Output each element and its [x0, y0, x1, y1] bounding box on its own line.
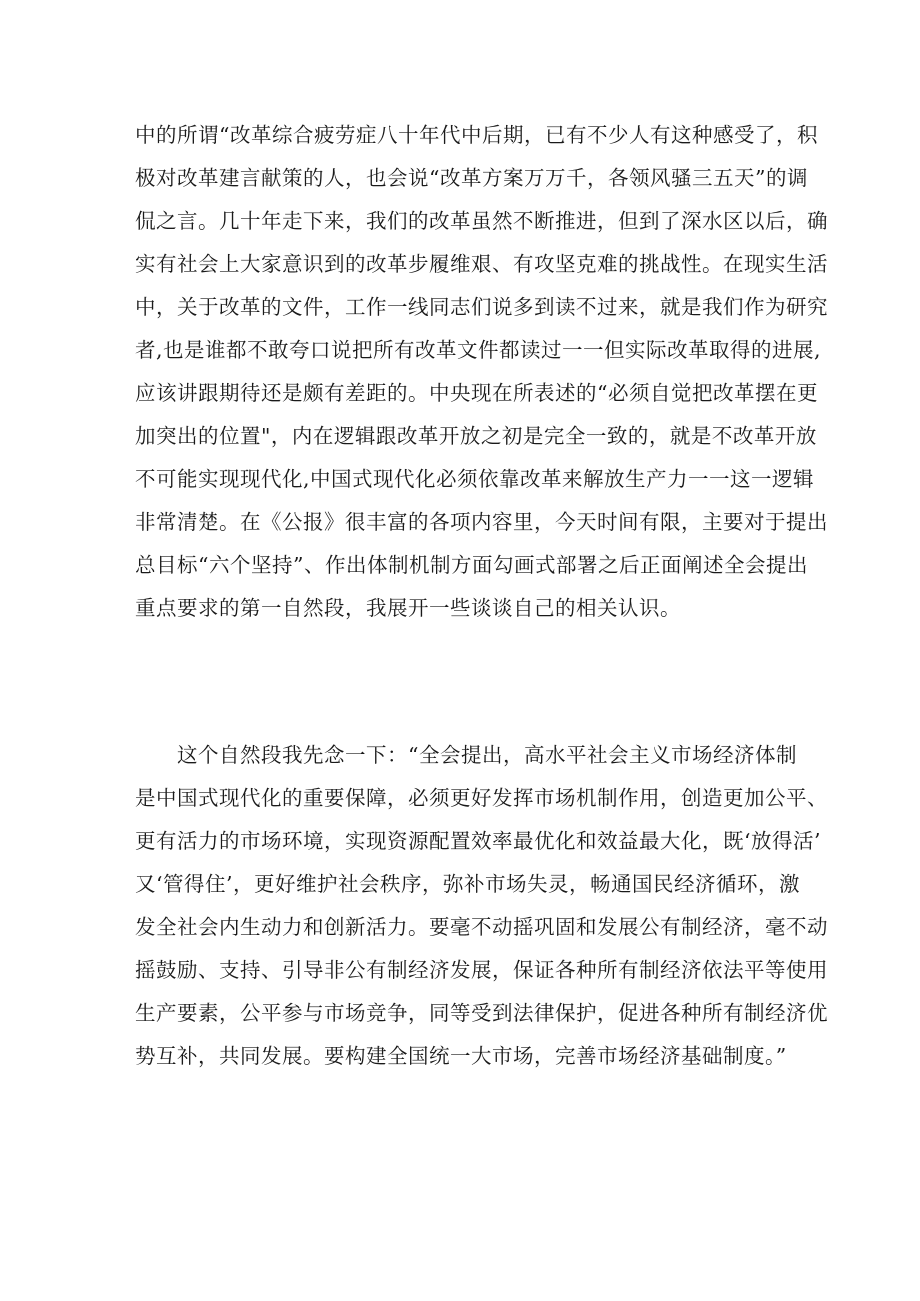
- text-line: 势互补，共同发展。要构建全国统一大市场，完善市场经济基础制度。”: [135, 1044, 787, 1068]
- body-paragraph-2: [135, 734, 828, 1078]
- text-line: 又‘管得住’，更好维护社会秩序，弥补市场失灵，畅通国民经济循环，激: [135, 872, 801, 896]
- text-line: 更有活力的市场环境，实现资源配置效率最优化和效益最大化，既‘放得活’: [135, 829, 822, 853]
- text-line: 极对改革建言献策的人，也会说“改革方案万万千，各领风骚三五天”的调: [135, 166, 808, 190]
- text-line: 中，关于改革的文件，工作一线同志们说多到读不过来，就是我们作为研究: [135, 295, 828, 319]
- text-line: 是中国式现代化的重要保障，必须更好发挥市场机制作用，创造更加公平、: [135, 786, 828, 810]
- body-paragraph-1: [135, 114, 828, 630]
- text-line: 非常清楚。在《公报》很丰富的各项内容里，今天时间有限，主要对于提出: [135, 510, 828, 534]
- text-line: 侃之言。几十年走下来，我们的改革虽然不断推进，但到了深水区以后，确: [135, 209, 828, 233]
- text-line: 摇鼓励、支持、引导非公有制经济发展，保证各种所有制经济依法平等使用: [135, 958, 828, 982]
- text-line: 生产要素，公平参与市场竞争，同等受到法律保护，促进各种所有制经济优: [135, 1001, 828, 1025]
- text-line: 应该讲跟期待还是颇有差距的。中央现在所表述的“必须自觉把改革摆在更: [135, 381, 818, 405]
- text-line: 中的所谓“改革综合疲劳症八十年代中后期，已有不少人有这种感受了，积: [135, 123, 818, 147]
- text-line: 发全社会内生动力和创新活力。要毫不动摇巩固和发展公有制经济，毫不动: [135, 915, 828, 939]
- text-line: 总目标“六个坚持”、作出体制机制方面勾画式部署之后正面阐述全会提出: [135, 553, 808, 577]
- text-line: 者,也是谁都不敢夸口说把所有改革文件都读过一一但实际改革取得的进展,: [135, 338, 822, 362]
- text-line: 重点要求的第一自然段，我展开一些谈谈自己的相关认识。: [135, 596, 681, 620]
- text-line: 实有社会上大家意识到的改革步履维艰、有攻坚克难的挑战性。在现实生活: [135, 252, 828, 276]
- text-line: 这个自然段我先念一下：“全会提出，高水平社会主义市场经济体制: [177, 743, 797, 767]
- text-line: 不可能实现现代化,中国式现代化必须依靠改革来解放生产力一一这一逻辑: [135, 467, 815, 491]
- text-line: 加突出的位置"，内在逻辑跟改革开放之初是完全一致的，就是不改革开放: [135, 424, 817, 448]
